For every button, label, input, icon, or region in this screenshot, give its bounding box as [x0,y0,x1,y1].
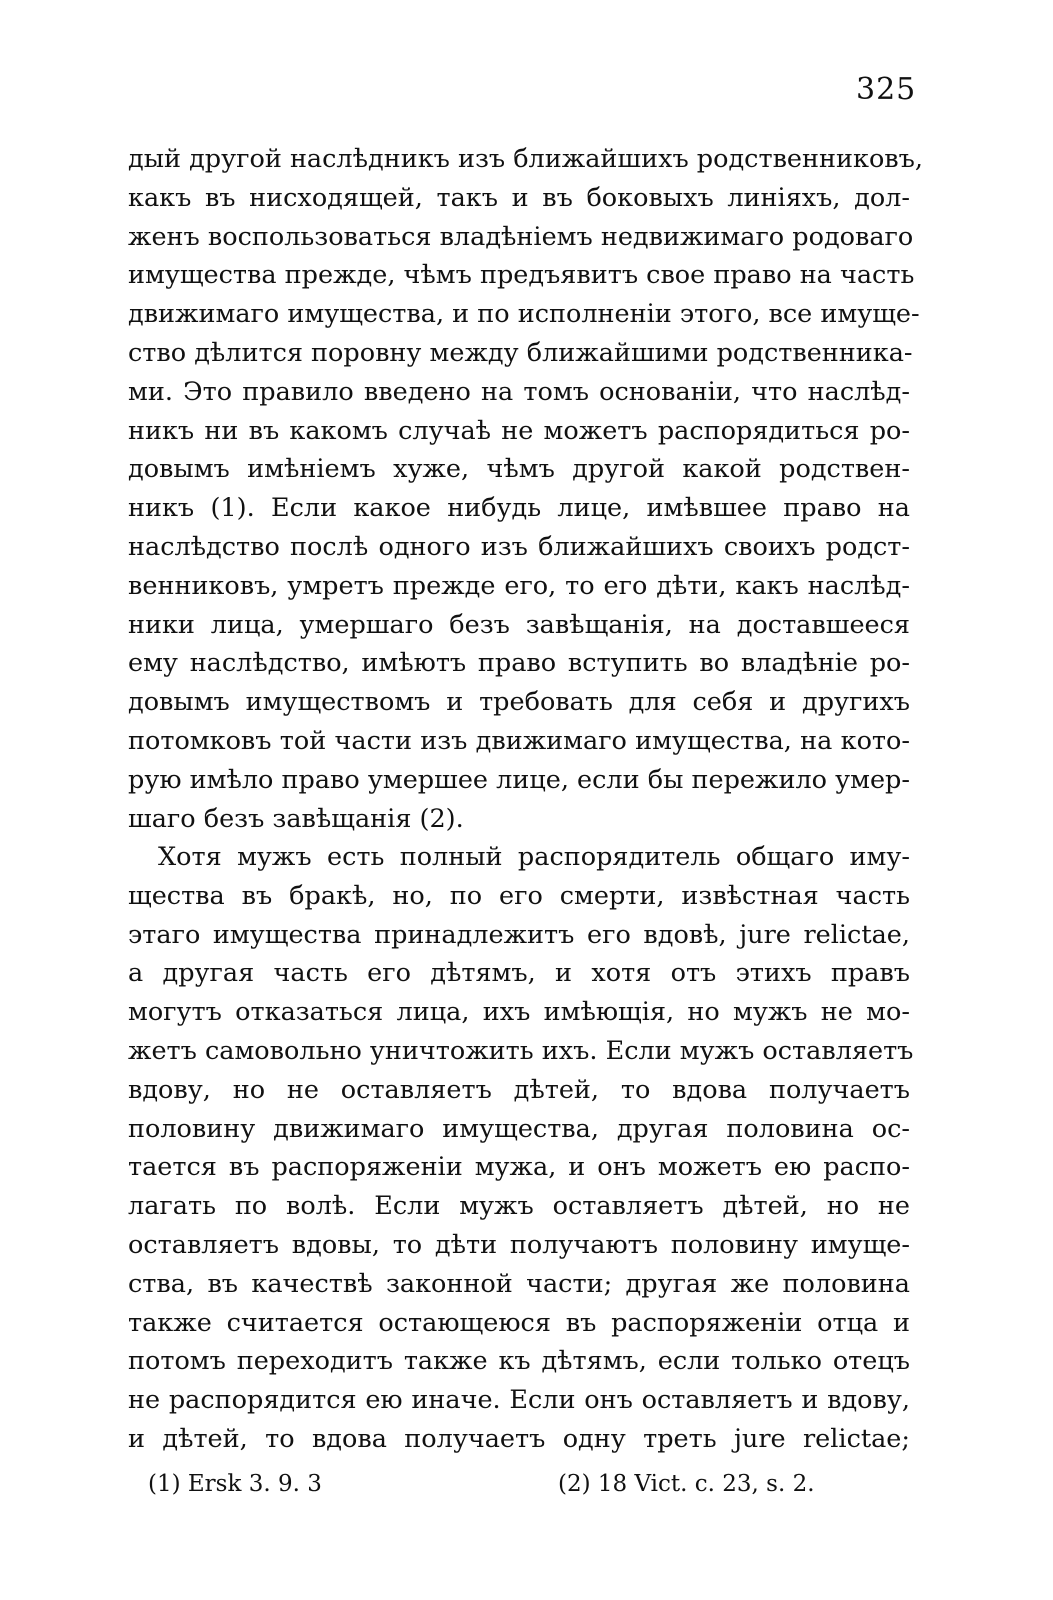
text-line: какъ въ нисходящей, такъ и въ боковыхъ линіяхъ, дол- [128,182,910,213]
text-line: шаго безъ завѣщанія (2). [128,803,464,834]
text-line: довымъ имѣніемъ хуже, чѣмъ другой какой родствен- [128,454,910,485]
text-line: никъ ни въ какомъ случаѣ не можетъ распорядиться ро- [128,415,910,446]
paragraph-1 [128,140,923,838]
paragraph-2 [128,838,914,1459]
text-line: наслѣдство послѣ одного изъ ближайшихъ своихъ родст- [128,531,910,562]
footnote-1: (1) Ersk 3. 9. 3 [148,1471,322,1497]
text-line: тается въ распоряженіи мужа, и онъ можетъ ею распо- [128,1152,910,1183]
text-line: имущества прежде, чѣмъ предъявитъ свое право на часть [128,260,915,291]
text-line: и дѣтей, то вдова получаетъ одну треть jure relictae; [128,1423,910,1454]
text-line: ство дѣлится поровну между ближайшими родственника- [128,337,913,368]
text-line: оставляетъ вдовы, то дѣти получаютъ половину имуще- [128,1229,910,1260]
text-line: ники лица, умершаго безъ завѣщанія, на доставшееся [128,609,910,640]
text-line: жетъ самовольно уничтожить ихъ. Если мужъ оставляетъ [128,1035,914,1066]
text-line: рую имѣло право умершее лице, если бы пережило умер- [128,764,910,795]
text-line: а другая часть его дѣтямъ, и хотя отъ этихъ правъ [128,958,910,989]
text-line: ему наслѣдство, имѣютъ право вступить во владѣніе ро- [128,648,910,679]
text-line: дый другой наслѣдникъ изъ ближайшихъ родственниковъ, [128,144,923,174]
text-line: лагать по волѣ. Если мужъ оставляетъ дѣтей, но не [128,1191,910,1222]
footnotes [148,1466,848,1502]
text-line: венниковъ, умретъ прежде его, то его дѣти, какъ наслѣд- [128,570,910,601]
text-line: ми. Это правило введено на томъ основаніи, что наслѣд- [128,376,910,407]
text-line: ства, въ качествѣ законной части; другая же половина [128,1268,910,1299]
text-line: не распорядится ею иначе. Если онъ оставляетъ и вдову, [128,1385,910,1416]
page-number: 325 [856,72,917,107]
text-line: потомковъ той части изъ движимаго имущества, на кото- [128,725,910,756]
footnote-2: (2) 18 Vict. c. 23, s. 2. [558,1471,815,1497]
text-line: никъ (1). Если какое нибудь лице, имѣвшее право на [128,493,910,524]
text-line: этаго имущества принадлежитъ его вдовѣ, jure relictae, [128,919,910,950]
text-line: женъ воспользоваться владѣніемъ недвижимаго родоваго [128,221,914,252]
text-line: довымъ имуществомъ и требовать для себя и другихъ [128,687,910,718]
text-line: движимаго имущества, и по исполненіи этого, все имуще- [128,299,920,330]
text-line: могутъ отказаться лица, ихъ имѣющія, но мужъ не мо- [128,997,910,1028]
text-line: также считается остающеюся въ распоряженіи отца и [128,1307,910,1338]
text-line: вдову, но не оставляетъ дѣтей, то вдова получаетъ [128,1074,910,1105]
text-line: потомъ переходитъ также къ дѣтямъ, если только отецъ [128,1346,910,1377]
text-line: Хотя мужъ есть полный распорядитель общаго иму- [158,842,910,872]
text-line: щества въ бракѣ, но, по его смерти, извѣстная часть [128,880,910,911]
text-line: половину движимаго имущества, другая половина ос- [128,1113,910,1144]
